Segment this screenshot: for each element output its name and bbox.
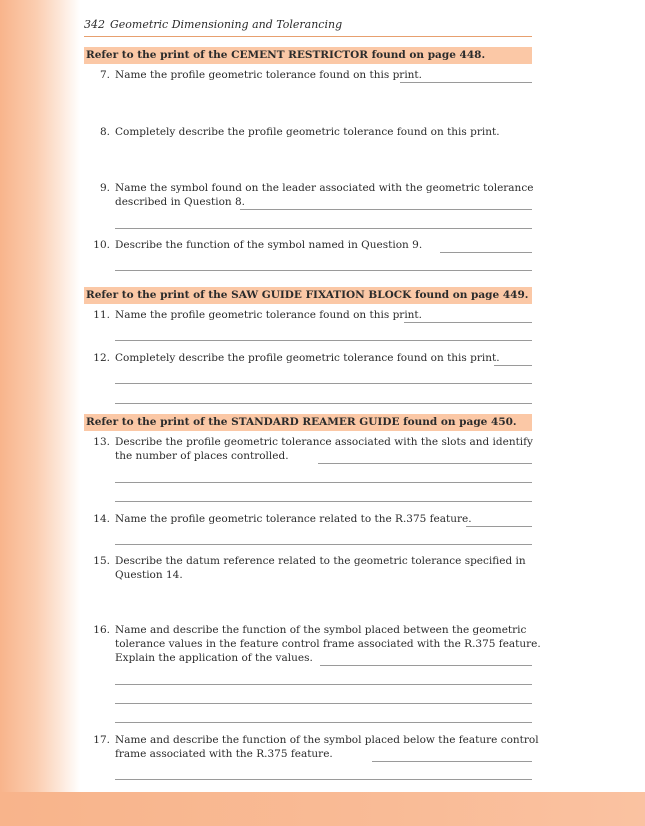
question-text: the number of places controlled. [115,450,289,462]
question-number: 15. [93,555,110,567]
question-text: Completely describe the profile geometric tolerance found on this print. [115,352,500,364]
bottom-margin-band [0,792,645,826]
answer-line[interactable] [115,228,532,229]
question-number: 13. [93,436,110,448]
question-text: Completely describe the profile geometric tolerance found on this print. [115,126,500,138]
answer-line[interactable] [115,722,532,723]
answer-line[interactable] [115,779,532,780]
question-number: 17. [93,734,110,746]
answer-line[interactable] [404,322,532,323]
answer-line[interactable] [115,340,532,341]
question-text: Name the profile geometric tolerance found on this print. [115,309,422,321]
book-title: Geometric Dimensioning and Tolerancing [110,18,343,31]
answer-line[interactable] [440,252,532,253]
question-number: 9. [99,182,110,194]
answer-line[interactable] [115,482,532,483]
answer-line[interactable] [400,82,532,83]
question-text: Name the profile geometric tolerance related to the R.375 feature. [115,513,472,525]
answer-line[interactable] [115,270,532,271]
section-heading-text: Refer to the print of the CEMENT RESTRICTOR found on page 448. [86,49,486,61]
question-text: frame associated with the R.375 feature. [115,748,333,760]
question-number: 10. [93,239,110,251]
question-text: tolerance values in the feature control frame associated with the R.375 feature. [115,638,541,650]
question-number: 14. [93,513,110,525]
question-number: 16. [93,624,110,636]
section-heading-text: Refer to the print of the SAW GUIDE FIXATION BLOCK found on page 449. [86,289,529,301]
answer-line[interactable] [318,463,532,464]
section-heading-text: Refer to the print of the STANDARD REAMER GUIDE found on page 450. [86,416,517,428]
question-text: Name and describe the function of the symbol placed between the geometric [115,624,527,636]
answer-line[interactable] [320,665,532,666]
question-number: 7. [99,69,110,81]
question-text: Question 14. [115,569,183,581]
answer-line[interactable] [115,703,532,704]
question-text: Name the symbol found on the leader associated with the geometric tolerance [115,182,534,194]
question-number: 8. [99,126,110,138]
answer-line[interactable] [466,526,532,527]
answer-line[interactable] [115,383,532,384]
section-heading-cement-restrictor [84,47,532,64]
question-number: 12. [93,352,110,364]
running-header [84,16,532,37]
answer-line[interactable] [115,501,532,502]
question-text: Name the profile geometric tolerance found on this print. [115,69,422,81]
question-text: Describe the profile geometric tolerance associated with the slots and identify [115,436,533,448]
question-text: Name and describe the function of the symbol placed below the feature control [115,734,539,746]
question-text: Explain the application of the values. [115,652,313,664]
answer-line[interactable] [115,403,532,404]
question-number: 11. [93,309,110,321]
question-text: Describe the datum reference related to the geometric tolerance specified in [115,555,526,567]
section-heading-saw-guide [84,287,532,304]
page-number: 342 [84,18,105,31]
answer-line[interactable] [240,209,532,210]
question-text: Describe the function of the symbol named in Question 9. [115,239,423,251]
answer-line[interactable] [494,365,532,366]
answer-line[interactable] [115,544,532,545]
answer-line[interactable] [372,761,532,762]
question-text: described in Question 8. [115,196,246,208]
answer-line[interactable] [115,684,532,685]
section-heading-standard-reamer-guide [84,414,532,431]
